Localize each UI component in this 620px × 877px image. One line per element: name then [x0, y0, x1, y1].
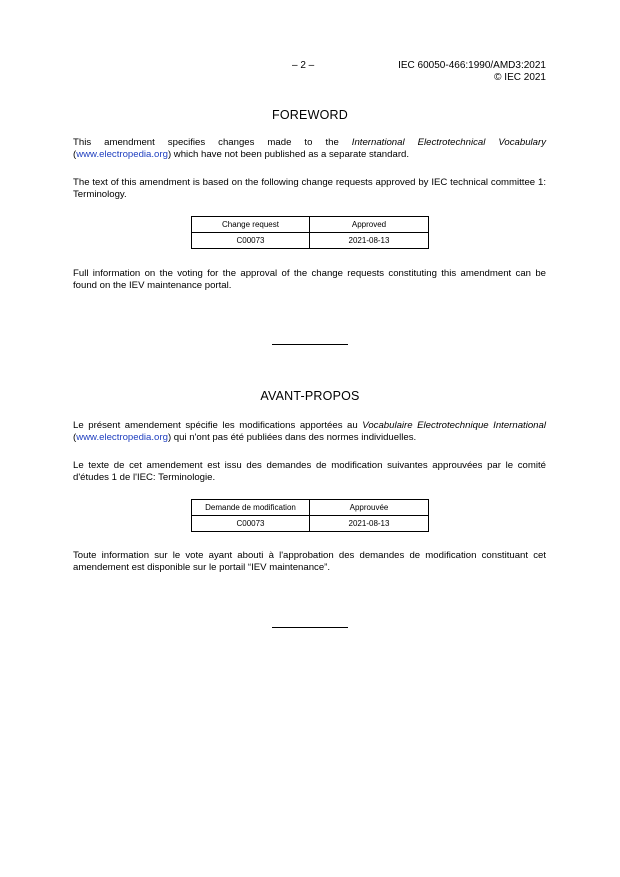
separator-rule — [272, 627, 348, 628]
foreword-p1-italic: International Electrotechnical Vocabulary — [351, 137, 546, 148]
table-header-row — [192, 217, 429, 233]
page-number: – 2 – — [292, 60, 315, 71]
foreword-p1-text: This amendment specifies changes made to the — [73, 137, 352, 148]
document-id: IEC 60050-466:1990/AMD3:2021 — [398, 60, 546, 71]
foreword-change-table — [191, 216, 429, 249]
foreword-paragraph-2: The text of this amendment is based on the following change requests approved by IEC technical committee 1: Terminology. — [73, 177, 546, 200]
electropedia-link[interactable]: www.electropedia.org — [76, 149, 168, 160]
avant-propos-heading: AVANT-PROPOS — [260, 389, 360, 403]
foreword-paragraph-1 — [73, 137, 546, 161]
avant-propos-paragraph-2: Le texte de cet amendement est issu des demandes de modification suivantes approuvées par le comité d'études 1 de l'IEC: Terminologie. — [73, 460, 546, 483]
table-cell: C00073 — [192, 233, 310, 249]
table-cell: 2021-08-13 — [310, 233, 429, 249]
foreword-p1-paren: ( — [73, 149, 77, 160]
avant-propos-p1-paren: ( — [73, 432, 77, 443]
table-header-cell: Approuvée — [310, 500, 429, 516]
avant-propos-paragraph-3: Toute information sur le vote ayant abouti à l'approbation des demandes de modification constituant cet amendement est disponible sur le portail “IEV maintenance”. — [73, 550, 546, 573]
avant-propos-p1-text-end: ) qui n'ont pas été publiées dans des normes individuelles. — [167, 432, 417, 443]
copyright-notice: © IEC 2021 — [494, 72, 546, 83]
table-row — [192, 233, 429, 249]
foreword-heading: FOREWORD — [272, 108, 348, 122]
table-header-cell: Demande de modification — [192, 500, 310, 516]
table-header-cell: Change request — [192, 217, 310, 233]
electropedia-link[interactable]: www.electropedia.org — [76, 432, 168, 443]
table-cell: C00073 — [192, 516, 310, 532]
avant-propos-p1-italic: Vocabulaire Electrotechnique International — [362, 420, 546, 431]
avant-propos-paragraph-1 — [73, 420, 546, 444]
table-header-cell: Approved — [310, 217, 429, 233]
document-reference — [398, 60, 546, 84]
foreword-p1-text-end: ) which have not been published as a separate standard. — [167, 149, 410, 160]
table-cell: 2021-08-13 — [310, 516, 429, 532]
table-header-row — [192, 500, 429, 516]
separator-rule — [272, 344, 348, 345]
table-row — [192, 516, 429, 532]
foreword-paragraph-3: Full information on the voting for the approval of the change requests constituting this amendment can be found on the IEV maintenance portal. — [73, 268, 546, 291]
avant-propos-change-table — [191, 499, 429, 532]
avant-propos-p1-text: Le présent amendement spécifie les modifications apportées au — [73, 420, 363, 431]
